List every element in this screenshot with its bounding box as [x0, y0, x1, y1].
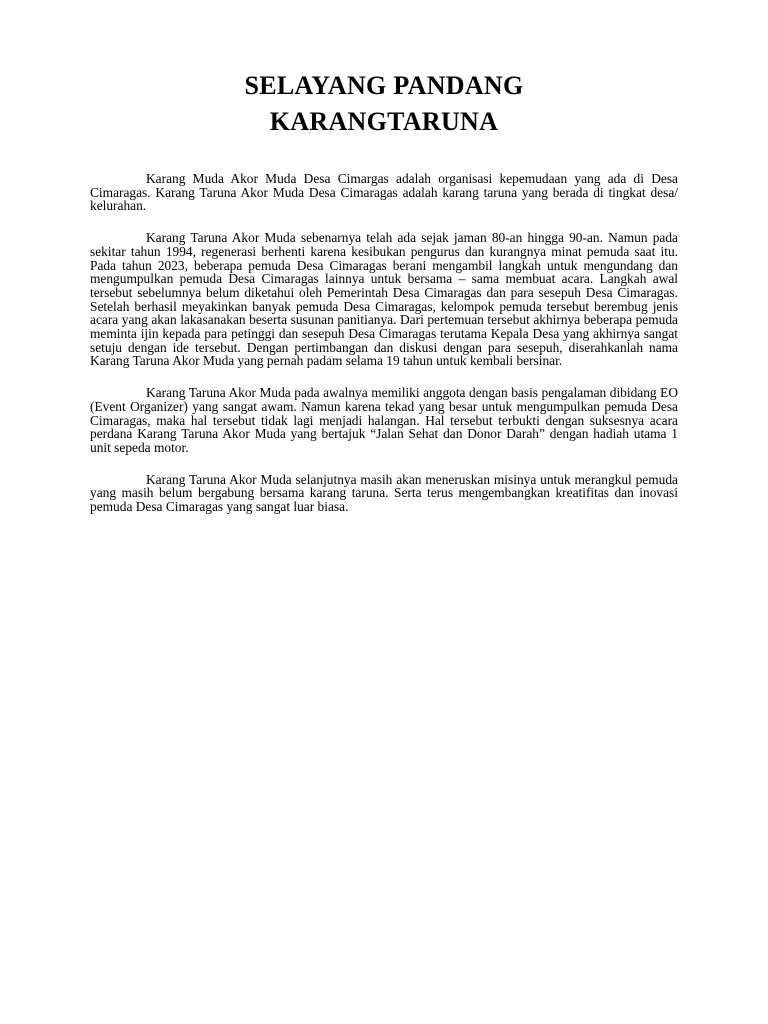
- paragraph-history: Karang Taruna Akor Muda sebenarnya telah ada sejak jaman 80-an hingga 90-an. Namun pada sekitar tahun 1994, regenerasi berhenti karena kesibukan pengurus dan kurangnya minat pemuda saat itu. Pada tahun 2023, beberapa pemuda Desa Cimaragas berani mengambil langkah untuk mengundang dan mengumpulkan pemuda Desa Cimaragas lainnya untuk bersama – sama membuat acara. Langkah awal tersebut sebelumnya belum diketahui oleh Pemerintah Desa Cimaragas dan para sesepuh Desa Cimaragas. Setelah berhasil meyakinkan banyak pemuda Desa Cimaragas, kelompok pemuda tersebut berembug jenis acara yang akan lakasanakan beserta susunan panitianya. Dari pertemuan tersebut akhirnya beberapa pemuda meminta ijin kepada para petinggi dan sesepuh Desa Cimaragas terutama Kepala Desa yang akhirnya sangat setuju dengan ide tersebut. Dengan pertimbangan dan diskusi dengan para sesepuh, diserahkanlah nama Karang Taruna Akor Muda yang pernah padam selama 19 tahun untuk kembali bersinar.: [90, 230, 678, 369]
- paragraph-experience: Karang Taruna Akor Muda pada awalnya memiliki anggota dengan basis pengalaman dibidang EO (Event Organizer) yang sangat awam. Namun karena tekad yang besar untuk mengumpulkan pemuda Desa Cimaragas, maka hal tersebut tidak lagi menjadi halangan. Hal tersebut terbukti dengan suksesnya acara perdana Karang Taruna Akor Muda yang bertajuk “Jalan Sehat dan Donor Darah” dengan hadiah utama 1 unit sepeda motor.: [90, 385, 678, 455]
- title-line-1: SELAYANG PANDANG: [244, 71, 524, 100]
- paragraph-intro: Karang Muda Akor Muda Desa Cimargas adalah organisasi kepemudaan yang ada di Desa Cimaragas. Karang Taruna Akor Muda Desa Cimaragas adalah karang taruna yang berada di tingkat desa/ kelurahan.: [90, 171, 678, 214]
- document-body: [90, 172, 678, 532]
- paragraph-mission: Karang Taruna Akor Muda selanjutnya masih akan meneruskan misinya untuk merangkul pemuda yang masih belum bergabung bersama karang taruna. Serta terus mengembangkan kreatifitas dan inovasi pemuda Desa Cimaragas yang sangat luar biasa.: [90, 471, 678, 515]
- title-line-2: KARANGTARUNA: [269, 107, 499, 136]
- document-title: [90, 68, 678, 140]
